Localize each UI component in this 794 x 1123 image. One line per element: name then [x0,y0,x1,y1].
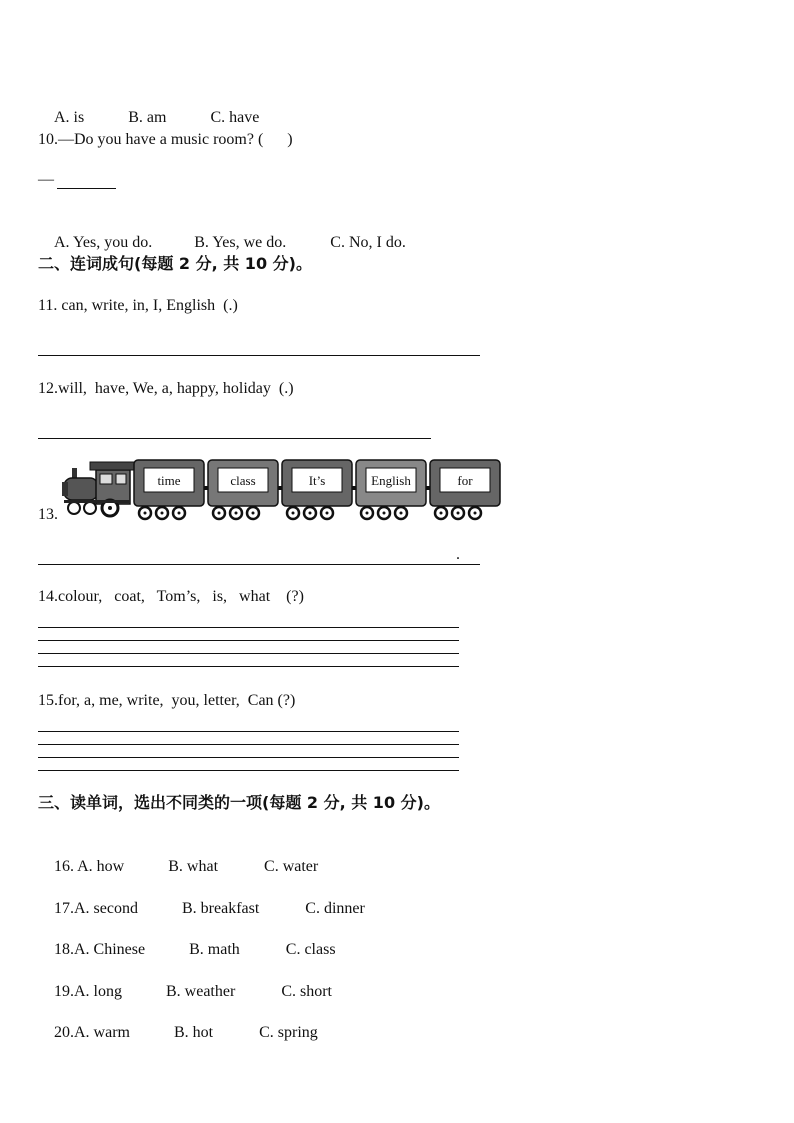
q16-option-a: 16. A. how [54,858,125,875]
q18-option-c: C. class [285,941,336,958]
train-car-2 [208,460,282,519]
section-2-title: 二、连词成句(每题 2 分, 共 10 分)。 [38,254,312,273]
q14-writing-line-3[interactable] [38,653,459,654]
q19-option-b: B. weather [166,983,236,1000]
q17-option-c: C. dinner [305,900,365,917]
train-car-3 [282,460,356,519]
car-word: class [230,473,256,488]
locomotive-icon [62,462,134,516]
q12-answer-line[interactable] [38,438,431,439]
q11-answer-line[interactable] [38,355,480,356]
q13-period: . [456,546,460,563]
q9-option-b: B. am [128,109,167,126]
q15-writing-line-3[interactable] [38,757,459,758]
q9-option-c: C. have [210,109,260,126]
car-word: English [371,473,411,488]
q15-writing-line-1[interactable] [38,731,459,732]
car-word: for [457,473,473,488]
q12-words: 12.will, have, We, a, happy, holiday (.) [38,380,294,397]
q10-dash: — [38,171,54,188]
car-word: time [157,473,181,488]
q10-option-a: A. Yes, you do. [54,234,153,251]
q16-option-b: B. what [168,858,219,875]
q16-option-c: C. water [264,858,319,875]
q14-writing-line-4[interactable] [38,666,459,667]
q17-option-a: 17.A. second [54,900,138,917]
q19-option-a: 19.A. long [54,983,122,1000]
q11-words: 11. can, write, in, I, English (.) [38,297,238,314]
q18-option-a: 18.A. Chinese [54,941,146,958]
car-word: It’s [308,473,326,488]
q15-writing-line-4[interactable] [38,770,459,771]
train-car-5 [430,460,500,519]
q20-options [38,1003,318,1063]
q10-option-b: B. Yes, we do. [194,234,287,251]
q15-words: 15.for, a, me, write, you, letter, Can (?) [38,692,296,709]
q14-writing-line-1[interactable] [38,627,459,628]
q13-number: 13. [38,506,58,523]
q13-answer-line[interactable] [38,564,480,565]
q19-option-c: C. short [281,983,332,1000]
q9-option-a: A. is [54,109,85,126]
q17-option-b: B. breakfast [181,900,260,917]
train-illustration [60,456,504,522]
q20-option-a: 20.A. warm [54,1024,130,1041]
q15-writing-line-2[interactable] [38,744,459,745]
q14-writing-line-2[interactable] [38,640,459,641]
q20-option-c: C. spring [259,1024,318,1041]
q10-answer-line[interactable] [57,188,116,189]
section-3-title: 三、读单词，选出不同类的一项(每题 2 分, 共 10 分)。 [38,793,440,812]
q18-option-b: B. math [189,941,240,958]
q14-words: 14.colour, coat, Tom’s, is, what (?) [38,588,304,605]
q10-option-c: C. No, I do. [330,234,406,251]
train-car-1 [134,460,208,519]
train-car-4 [356,460,430,519]
q20-option-b: B. hot [173,1024,214,1041]
q10-question: 10.—Do you have a music room? ( ) [38,131,293,148]
